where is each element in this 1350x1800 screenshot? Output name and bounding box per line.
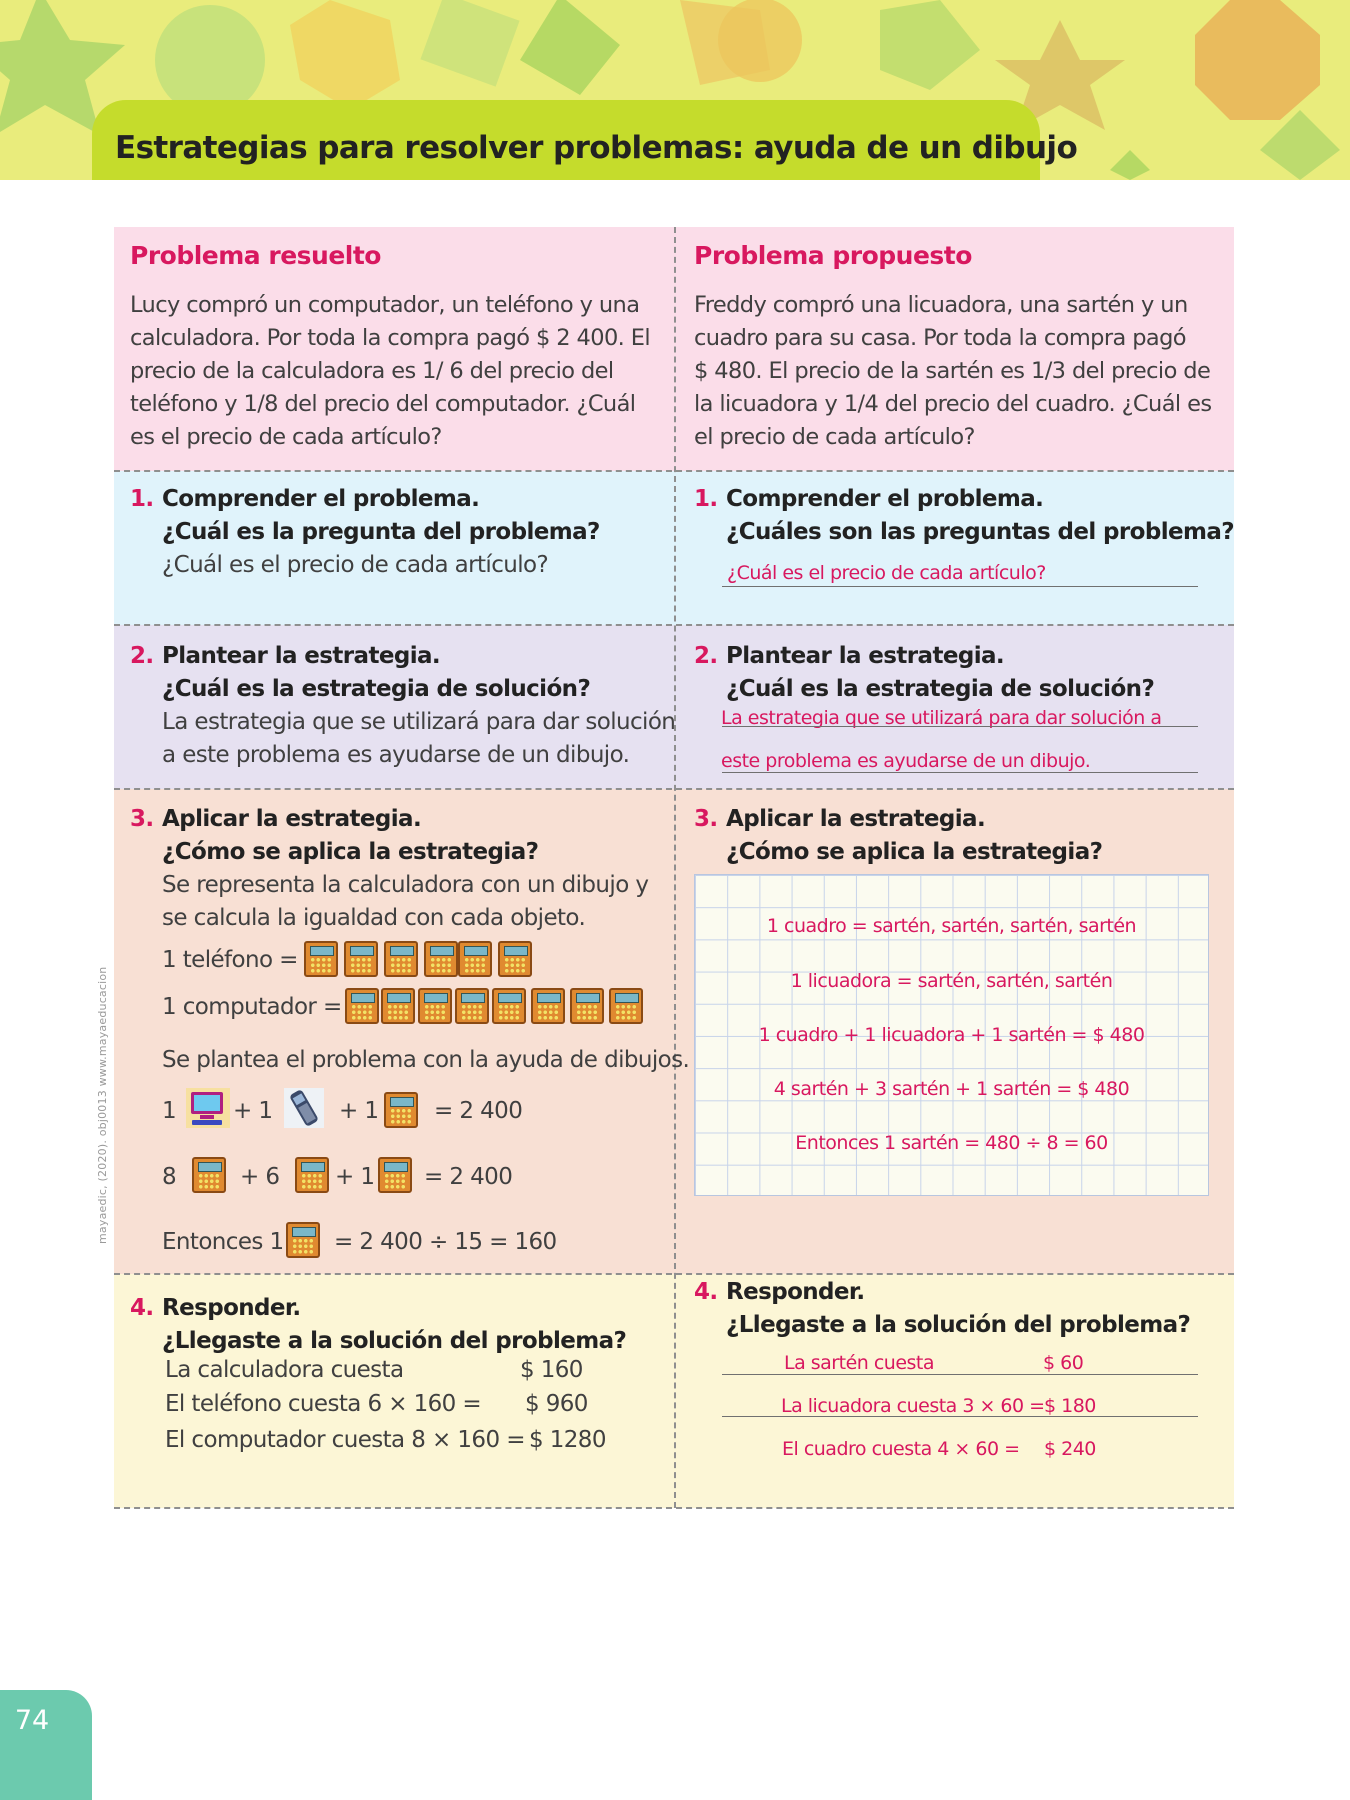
problem-line: Lucy compró un computador, un teléfono y una — [130, 292, 640, 318]
calculator-icon — [531, 988, 565, 1024]
equation-3-result: = 2 400 ÷ 15 = 160 — [334, 1229, 557, 1255]
answer-row-value: $ 960 — [525, 1391, 588, 1417]
step-number: 4. — [694, 1279, 718, 1305]
calculator-icon — [295, 1157, 329, 1193]
equation-2-result: = 2 400 — [424, 1164, 513, 1190]
side-credit: mayaedic, (2020). obj0013 www.mayaeducacion — [96, 966, 109, 1244]
grid-line: 4 sartén + 3 sartén + 1 sartén = $ 480 — [773, 1078, 1130, 1100]
step-title: Responder. — [726, 1279, 865, 1305]
step-answer: La estrategia que se utilizará para dar solución — [162, 709, 676, 735]
problem-line: cuadro para su casa. Por toda la compra pagó — [694, 325, 1186, 351]
calculator-icon — [384, 941, 418, 977]
calculator-icon — [492, 988, 526, 1024]
equation-1-plus: + 1 — [233, 1098, 273, 1124]
step-question: ¿Cuáles son las preguntas del problema? — [726, 519, 1235, 545]
calculator-icon — [344, 941, 378, 977]
answer-row-value: $ 60 — [1043, 1352, 1084, 1374]
answer-row-value: $ 1280 — [529, 1427, 606, 1453]
left-heading: Problema resuelto — [130, 241, 381, 270]
right-step1-answer: ¿Cuál es el precio de cada artículo? — [727, 562, 1046, 584]
phone-equivalence-label: 1 teléfono = — [162, 947, 298, 973]
step-title: Aplicar la estrategia. — [162, 806, 422, 832]
grid-line: 1 cuadro = sartén, sartén, sartén, sartén — [766, 915, 1137, 937]
step-question: ¿Cuál es la estrategia de solución? — [162, 676, 591, 702]
equation-1-result: = 2 400 — [434, 1098, 523, 1124]
step-title: Comprender el problema. — [726, 486, 1044, 512]
left-step2 — [130, 640, 675, 772]
problem-line: $ 480. El precio de la sartén es 1/3 del precio de — [694, 358, 1211, 384]
problem-line: el precio de cada artículo? — [694, 424, 975, 450]
answer-row-label: La licuadora cuesta 3 × 60 = — [781, 1395, 1045, 1417]
right-heading: Problema propuesto — [694, 241, 972, 270]
answer-line — [722, 1374, 1198, 1375]
answer-line — [722, 772, 1198, 773]
problem-line: es el precio de cada artículo? — [130, 424, 442, 450]
answer-line — [722, 586, 1198, 587]
grid-line: 1 licuadora = sartén, sartén, sartén — [790, 970, 1113, 992]
calculator-icon — [192, 1157, 226, 1193]
step-answer: ¿Cuál es el precio de cada artículo? — [162, 552, 549, 578]
step-question: ¿Llegaste a la solución del problema? — [162, 1328, 627, 1354]
page-title: Estrategias para resolver problemas: ayuda de un dibujo — [115, 130, 1078, 166]
right-step2-answer: este problema es ayudarse de un dibujo. — [721, 750, 1091, 772]
step-number: 4. — [130, 1295, 154, 1321]
calculator-icon — [458, 941, 492, 977]
step-question: ¿Cuál es la estrategia de solución? — [726, 676, 1155, 702]
calculator-icon — [378, 1157, 412, 1193]
right-step3 — [694, 803, 1102, 869]
right-problem — [694, 289, 1220, 454]
calculator-icon — [609, 988, 643, 1024]
calculator-icon — [498, 941, 532, 977]
step-title: Plantear la estrategia. — [726, 643, 1005, 669]
step-number: 3. — [130, 806, 154, 832]
answer-row-label: El computador cuesta 8 × 160 = — [165, 1427, 525, 1453]
left-step3-intro: Se plantea el problema con la ayuda de dibujos. — [162, 1047, 690, 1073]
equation-2-plus: + 1 — [335, 1164, 375, 1190]
calculator-icon — [418, 988, 452, 1024]
step-answer: a este problema es ayudarse de un dibujo. — [162, 742, 630, 768]
step-question: ¿Cómo se aplica la estrategia? — [162, 839, 539, 865]
answer-row-value: $ 240 — [1044, 1438, 1096, 1460]
step-number: 1. — [130, 486, 154, 512]
equation-2-plus: + 6 — [240, 1164, 280, 1190]
step-title: Plantear la estrategia. — [162, 643, 441, 669]
calculator-icon — [381, 988, 415, 1024]
calculator-icon — [345, 988, 379, 1024]
step-answer: se calcula la igualdad con cada objeto. — [162, 905, 586, 931]
problem-line: teléfono y 1/8 del precio del computador. ¿Cuál — [130, 391, 636, 417]
equation-3-label: Entonces 1 — [162, 1229, 284, 1255]
computer-icon — [186, 1088, 230, 1128]
left-step4 — [130, 1292, 626, 1358]
right-step2 — [694, 640, 1154, 706]
equation-1-coef: 1 — [162, 1098, 177, 1124]
calculator-icon — [384, 1092, 418, 1128]
equation-1-plus: + 1 — [339, 1098, 379, 1124]
calculator-icon — [424, 941, 458, 977]
answer-line — [722, 726, 1198, 727]
answer-row-value: $ 180 — [1044, 1395, 1096, 1417]
calculator-icon — [455, 988, 489, 1024]
answer-line — [722, 1416, 1198, 1417]
calculator-icon — [286, 1222, 320, 1258]
answer-row-label: El cuadro cuesta 4 × 60 = — [782, 1438, 1020, 1460]
left-step3 — [130, 803, 648, 935]
answer-row-label: La calculadora cuesta — [165, 1357, 404, 1383]
step-answer: Se representa la calculadora con un dibujo y — [162, 872, 649, 898]
left-step1 — [130, 483, 600, 582]
step-title: Responder. — [162, 1295, 301, 1321]
step-title: Aplicar la estrategia. — [726, 806, 986, 832]
answer-row-label: El teléfono cuesta 6 × 160 = — [165, 1391, 482, 1417]
step-number: 3. — [694, 806, 718, 832]
problem-line: la licuadora y 1/4 del precio del cuadro. ¿Cuál es — [694, 391, 1212, 417]
answer-row-value: $ 160 — [520, 1357, 583, 1383]
column-divider — [674, 227, 676, 1508]
computer-equivalence-label: 1 computador = — [162, 994, 342, 1020]
right-step2-answer: La estrategia que se utilizará para dar solución a — [721, 707, 1162, 729]
equation-2-coef: 8 — [162, 1164, 177, 1190]
step-question: ¿Cómo se aplica la estrategia? — [726, 839, 1103, 865]
calculator-icon — [570, 988, 604, 1024]
answer-row-label: La sartén cuesta — [784, 1352, 935, 1374]
step-question: ¿Cuál es la pregunta del problema? — [162, 519, 600, 545]
step-number: 2. — [694, 643, 718, 669]
problem-line: calculadora. Por toda la compra pagó $ 2 400. El — [130, 325, 651, 351]
right-step4 — [694, 1276, 1190, 1342]
step-title: Comprender el problema. — [162, 486, 480, 512]
grid-line: 1 cuadro + 1 licuadora + 1 sartén = $ 480 — [758, 1024, 1145, 1046]
calculator-icon — [304, 941, 338, 977]
step-number: 1. — [694, 486, 718, 512]
step-number: 2. — [130, 643, 154, 669]
grid-line: Entonces 1 sartén = 480 ÷ 8 = 60 — [795, 1132, 1108, 1154]
problem-line: Freddy compró una licuadora, una sartén y un — [694, 292, 1188, 318]
left-problem — [130, 289, 656, 454]
right-step1 — [694, 483, 1234, 549]
page-number: 74 — [14, 1705, 50, 1736]
step-question: ¿Llegaste a la solución del problema? — [726, 1312, 1191, 1338]
problem-line: precio de la calculadora es 1/ 6 del precio del — [130, 358, 614, 384]
phone-icon — [284, 1088, 324, 1128]
